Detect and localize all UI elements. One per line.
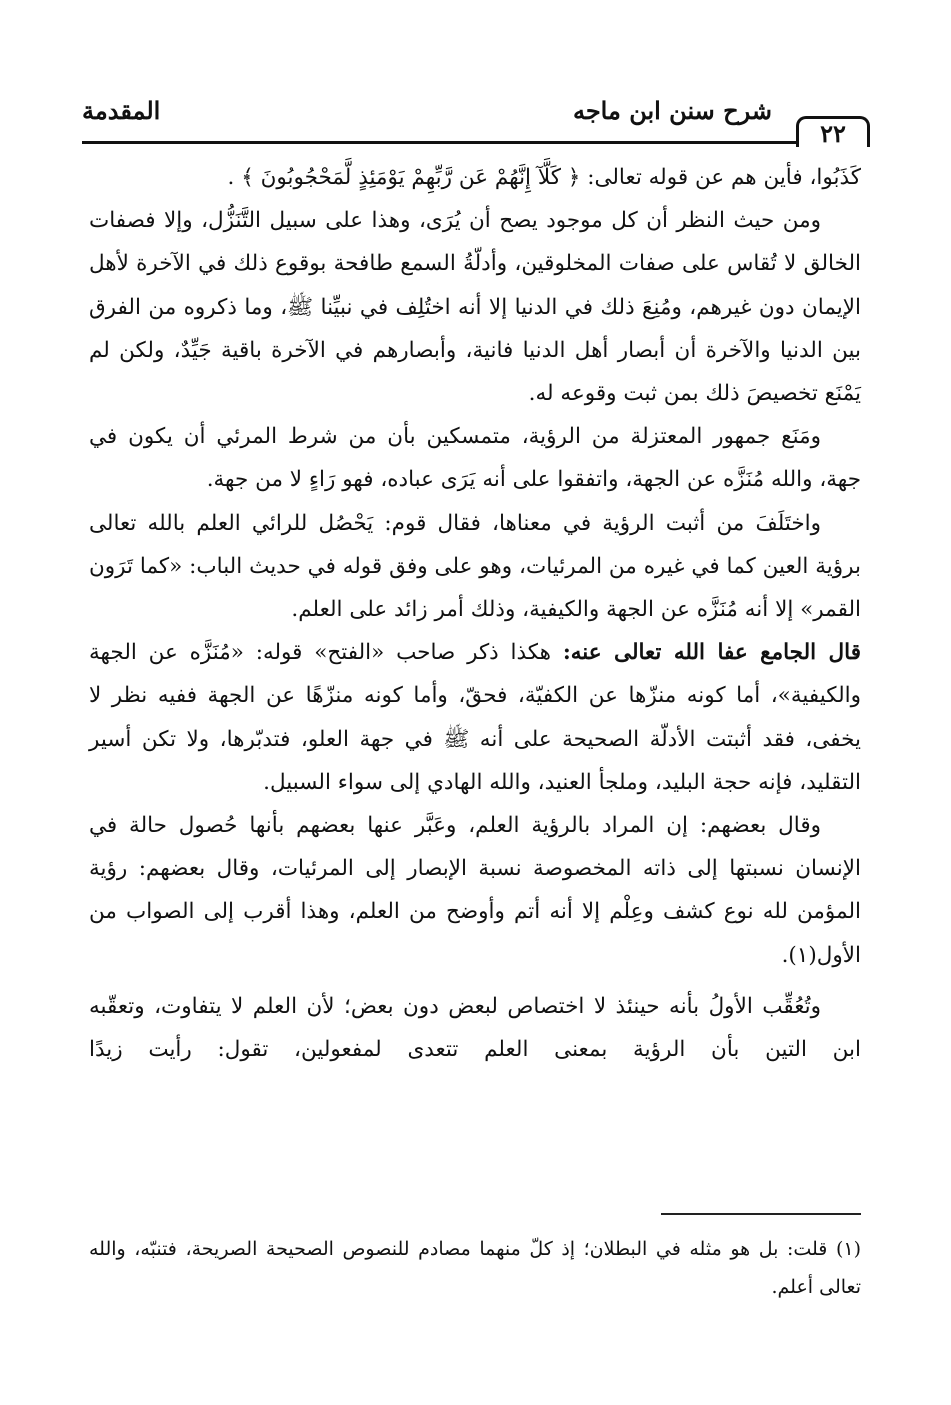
footnotes xyxy=(89,1230,861,1306)
paragraph: واختَلَفَ من أثبت الرؤية في معناها، فقال قوم: يَحْصُل للرائي العلم بالله تعالى برؤية العين كما في غيره من المرئيات، وهو على وفق قوله في حديث الباب: «كما تَرَون القمر» إلا أنه مُنَزَّه عن الجهة والكيفية، وذلك أمر زائد على العلم. xyxy=(89,510,861,623)
jami-paragraph xyxy=(89,631,861,804)
section-title: المقدمة xyxy=(82,96,161,125)
paragraph: ومَنَع جمهور المعتزلة من الرؤية، متمسكين بأن من شرط المرئي أن يكون في جهة، والله مُنَزَّه عن الجهة، واتفقوا على أنه يَرَى عباده، فهو رَاءٍ لا من جهة. xyxy=(89,424,861,493)
jami-text: هكذا ذكر صاحب «الفتح» قوله: «مُنَزَّه عن الجهة والكيفية»، أما كونه منزّها عن الكفيّة، فحقّ، وأما كونه منزّهًا عن الجهة ففيه نظر لا يخفى، فقد أثبتت الأدلّة الصحيحة على أنه ﷺ في جهة العلو، فتدبّرها، ولا تكن أسير التقليد، فإنه حجة البليد، وملجأ العنيد، والله الهادي إلى سواء السبيل. xyxy=(89,640,861,795)
page-header xyxy=(82,88,862,146)
footnote: (١) قلت: بل هو مثله في البطلان؛ إذ كلّ منهما مصادم للنصوص الصحيحة الصريحة، فتنبّه، والله تعالى أعلم. xyxy=(89,1238,861,1298)
paragraph: وقال بعضهم: إن المراد بالرؤية العلم، وعَبَّر عنها بعضهم بأنها حُصول حالة في الإنسان نسبتها إلى ذاته المخصوصة نسبة الإبصار إلى المرئيات، وقال بعضهم: رؤية المؤمن لله نوع كشف وعِلْم إلا أنه أتم وأوضح من العلم، وهذا أقرب إلى الصواب من الأول(١). xyxy=(89,813,861,968)
main-text xyxy=(89,156,861,1071)
paragraph: وتُعُقِّب الأولُ بأنه حينئذ لا اختصاص لبعض دون بعض؛ لأن العلم لا يتفاوت، وتعقّبه ابن التين بأن الرؤية بمعنى العلم تتعدى لمفعولين، تقول: رأيت زيدًا xyxy=(89,993,861,1063)
header-rule xyxy=(82,141,862,144)
footnote-rule xyxy=(661,1213,861,1215)
paragraph: ومن حيث النظر أن كل موجود يصح أن يُرَى، وهذا على سبيل التَّنَزُّل، وإلا فصفات الخالق لا تُقاس على صفات المخلوقين، وأدلّةُ السمع طافحة بوقوع ذلك في الآخرة لأهل الإيمان دون غيرهم، ومُنِعَ ذلك في الدنيا إلا أنه اختُلِف في نبيِّنا ﷺ، وما ذكروه من الفرق بين الدنيا والآخرة أن أبصار أهل الدنيا فانية، وأبصارهم في الآخرة باقية جَيِّدٌ، ولكن لم يَمْنَع تخصيصَ ذلك بمن ثبت وقوعه له. xyxy=(89,208,861,407)
page-number: ٢٢ xyxy=(796,116,870,147)
jami-lead: قال الجامع عفا الله تعالى عنه: xyxy=(562,640,861,666)
book-title: شرح سنن ابن ماجه xyxy=(572,96,772,125)
paragraph: كَذَبُوا، فأين هم عن قوله تعالى: ﴿ كَلَّآ إِنَّهُمْ عَن رَّبِّهِمْ يَوْمَئِذٍ لَّمَحْجُوبُونَ ﴾ . xyxy=(227,165,861,190)
